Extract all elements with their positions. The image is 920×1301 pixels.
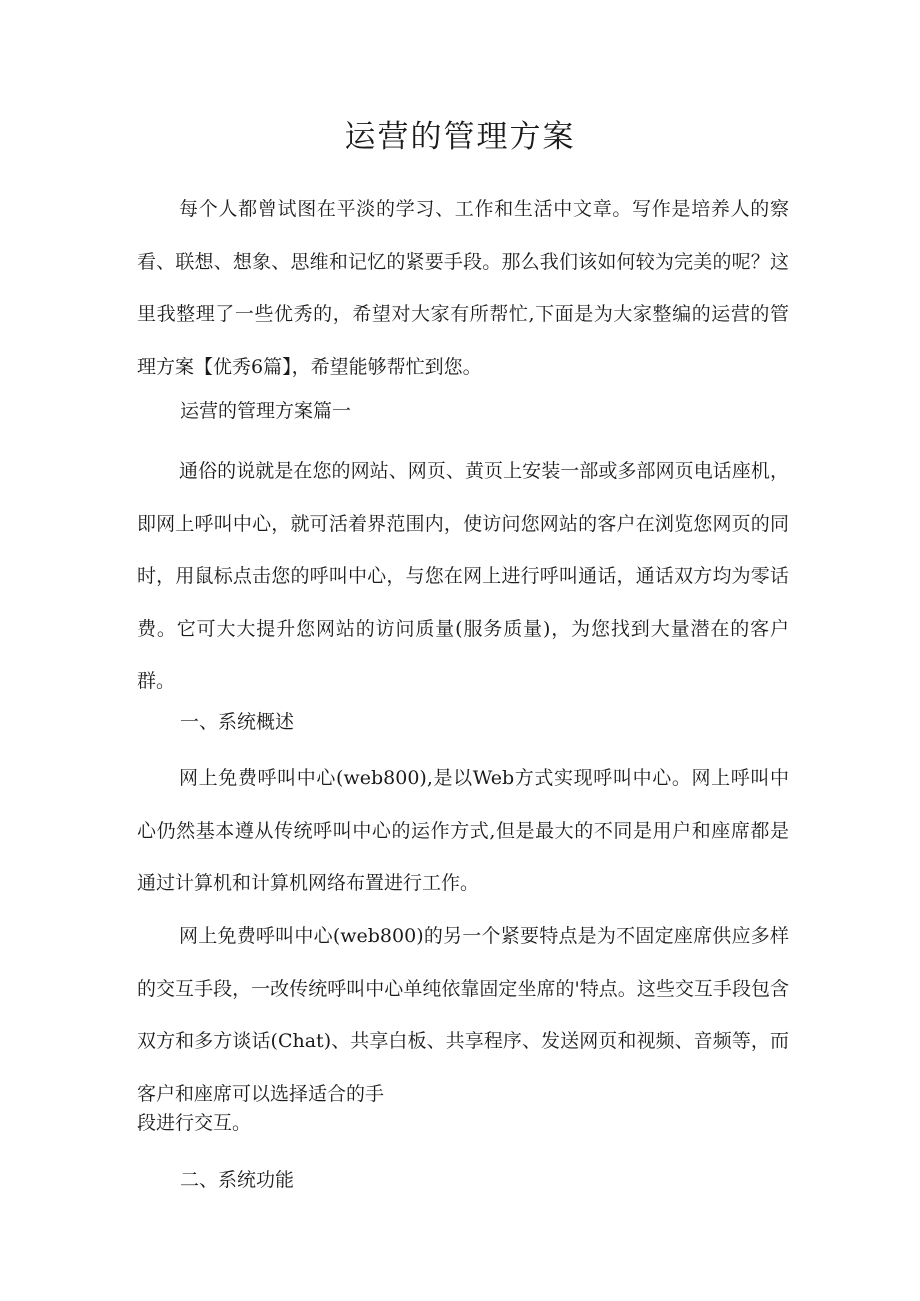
section-heading-overview: 一、系统概述 (180, 711, 295, 733)
paragraph-interaction-tail: 段进行交互。 (137, 1112, 252, 1134)
paragraph-overview: 网上免费呼叫中心(web800),是以Web方式实现呼叫中心。网上呼叫中心仍然基本遵从传统呼叫中心的运作方式,但是最大的不同是用户和座席都是通过计算机和计算机网络布置进行工作。 (137, 767, 789, 894)
section-heading-part-one: 运营的管理方案篇一 (180, 400, 352, 422)
paragraph-interaction: 网上免费呼叫中心(web800)的另一个紧要特点是为不固定座席供应多样的交互手段，一改传统呼叫中心单纯依靠固定坐席的'特点。这些交互手段包含双方和多方谈话(Chat)、共享白板、共享程序、发送网页和视频、音频等，而客户和座席可以选择适合的手 (137, 925, 789, 1105)
paragraph-web-call-center: 通俗的说就是在您的网站、网页、黄页上安装一部或多部网页电话座机，即网上呼叫中心，就可活着界范围内，使访问您网站的客户在浏览您网页的同时，用鼠标点击您的呼叫中心，与您在网上进行呼叫通话，通话双方均为零话费。它可大大提升您网站的访问质量(服务质量)，为您找到大量潜在的客户群。 (137, 460, 789, 692)
section-heading-functions: 二、系统功能 (180, 1169, 295, 1191)
intro-paragraph: 每个人都曾试图在平淡的学习、工作和生活中文章。写作是培养人的察看、联想、想象、思维和记忆的紧要手段。那么我们该如何较为完美的呢？这里我整理了一些优秀的，希望对大家有所帮忙,下面是为大家整编的运营的管理方案【优秀6篇】，希望能够帮忙到您。 (137, 198, 789, 378)
document-title: 运营的管理方案 (344, 119, 576, 155)
